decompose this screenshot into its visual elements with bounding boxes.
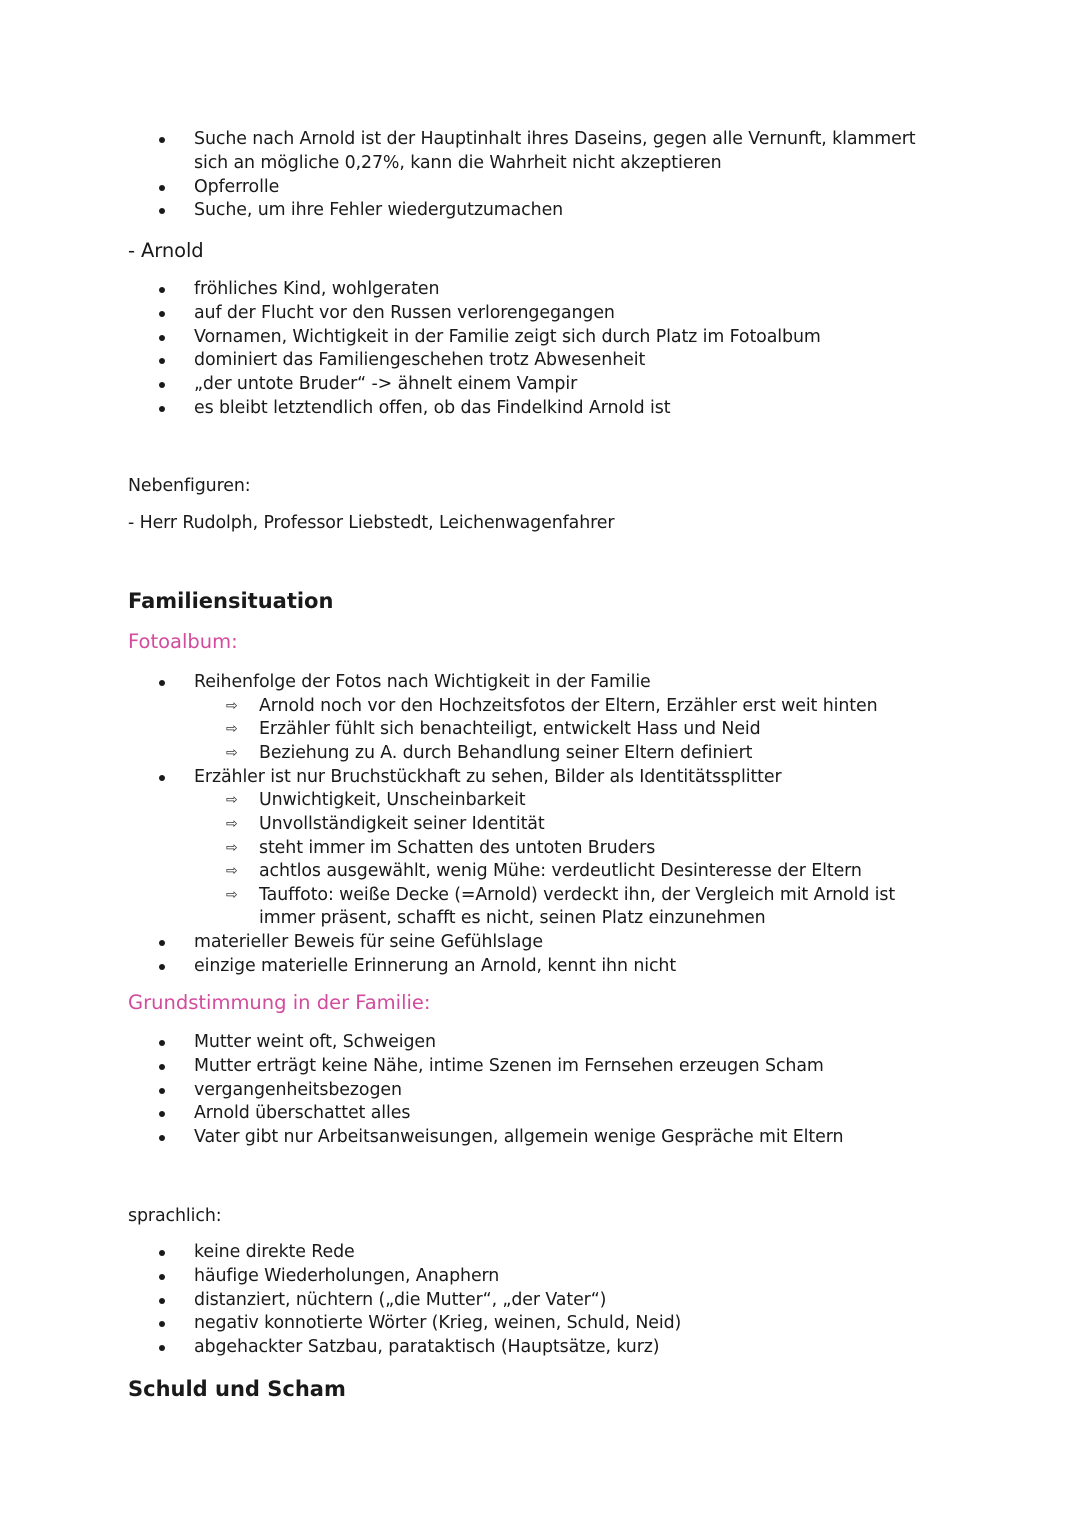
list-item: keine direkte Rede: [0, 1241, 821, 1265]
list-item: Suche nach Arnold ist der Hauptinhalt ihres Daseins, gegen alle Vernunft, klammert sich an mögliche 0,27%, kann die Wahrheit nicht akzeptieren: [0, 128, 1080, 176]
sub-list: [0, 789, 1080, 931]
list-item: negativ konnotierte Wörter (Krieg, weinen, Schuld, Neid): [0, 1312, 821, 1336]
list-item: einzige materielle Erinnerung an Arnold, kennt ihn nicht: [0, 955, 1080, 979]
list-item: Vornamen, Wichtigkeit in der Familie zeigt sich durch Platz im Fotoalbum: [0, 326, 961, 350]
sub-list-item: ⇨ steht immer im Schatten des untoten Bruders: [0, 837, 1080, 861]
sprachlich-label: sprachlich:: [128, 1206, 222, 1226]
list-item-text: Erzähler ist nur Bruchstückhaft zu sehen, Bilder als Identitätssplitter: [194, 766, 782, 787]
arnold-list: [0, 278, 961, 421]
sub-list-item: ⇨ Unvollständigkeit seiner Identität: [0, 813, 1080, 837]
list-item-text: Reihenfolge der Fotos nach Wichtigkeit in der Familie: [194, 672, 651, 692]
nebenfiguren-text: - Herr Rudolph, Professor Liebstedt, Leichenwagenfahrer: [128, 513, 615, 533]
sprachlich-list: [0, 1241, 821, 1360]
list-item: [0, 671, 1080, 766]
list-item: es bleibt letztendlich offen, ob das Findelkind Arnold ist: [0, 397, 961, 421]
mother-traits-list: [0, 128, 1080, 223]
sub-list-item: ⇨ Tauffoto: weiße Decke (=Arnold) verdeckt ihn, der Vergleich mit Arnold ist immer präsent, schafft es nicht, seinen Platz einzunehmen: [0, 884, 1080, 931]
list-item: Arnold überschattet alles: [0, 1102, 983, 1126]
list-item: [0, 766, 1080, 931]
list-item: auf der Flucht vor den Russen verlorengegangen: [0, 302, 961, 326]
sub-list-item: ⇨ Arnold noch vor den Hochzeitsfotos der Eltern, Erzähler erst weit hinten: [0, 695, 1080, 719]
list-item: abgehackter Satzbau, parataktisch (Hauptsätze, kurz): [0, 1336, 821, 1360]
sub-list: [0, 695, 1080, 766]
list-item: Mutter erträgt keine Nähe, intime Szenen im Fernsehen erzeugen Scham: [0, 1055, 983, 1079]
list-item: materieller Beweis für seine Gefühlslage: [0, 931, 1080, 955]
sub-list-item: ⇨ achtlos ausgewählt, wenig Mühe: verdeutlicht Desinteresse der Eltern: [0, 860, 1080, 884]
list-item: Suche, um ihre Fehler wiedergutzumachen: [0, 199, 1080, 223]
list-item: Vater gibt nur Arbeitsanweisungen, allgemein wenige Gespräche mit Eltern: [0, 1126, 983, 1150]
familiensituation-heading: Familiensituation: [128, 589, 334, 613]
list-item: vergangenheitsbezogen: [0, 1079, 983, 1103]
sub-list-item: ⇨ Erzähler fühlt sich benachteiligt, entwickelt Hass und Neid: [0, 718, 1080, 742]
sub-list-item: ⇨ Beziehung zu A. durch Behandlung seiner Eltern definiert: [0, 742, 1080, 766]
sub-list-item: ⇨ Unwichtigkeit, Unscheinbarkeit: [0, 789, 1080, 813]
nebenfiguren-label: Nebenfiguren:: [128, 476, 251, 496]
list-item: Opferrolle: [0, 176, 1080, 200]
schuld-scham-heading: Schuld und Scham: [128, 1377, 346, 1401]
list-item: häufige Wiederholungen, Anaphern: [0, 1265, 821, 1289]
list-item: dominiert das Familiengeschehen trotz Abwesenheit: [0, 349, 961, 373]
fotoalbum-heading: Fotoalbum:: [128, 630, 238, 653]
arnold-label: - Arnold: [128, 239, 204, 262]
grundstimmung-heading: Grundstimmung in der Familie:: [128, 991, 431, 1014]
list-item: distanziert, nüchtern („die Mutter“, „der Vater“): [0, 1289, 821, 1313]
list-item: fröhliches Kind, wohlgeraten: [0, 278, 961, 302]
grundstimmung-list: [0, 1031, 983, 1150]
fotoalbum-list: [0, 671, 1080, 979]
list-item: Mutter weint oft, Schweigen: [0, 1031, 983, 1055]
list-item: „der untote Bruder“ -> ähnelt einem Vampir: [0, 373, 961, 397]
